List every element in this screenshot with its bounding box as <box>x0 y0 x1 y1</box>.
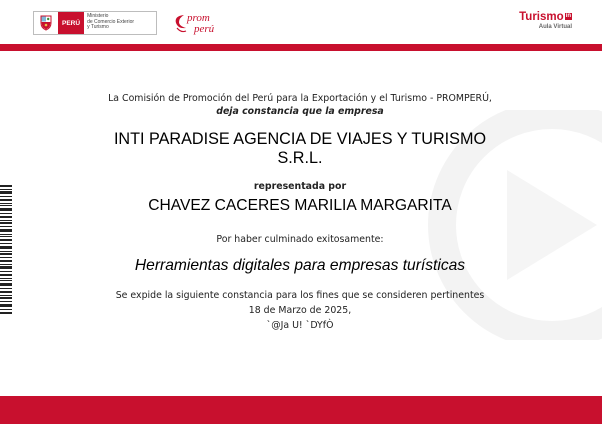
course-title: Herramientas digitales para empresas turísticas <box>134 257 466 274</box>
header-red-band <box>0 44 602 51</box>
barcode-icon <box>0 185 12 315</box>
company-name-line1: INTI PARADISE AGENCIA DE VIAJES Y TURISMO <box>113 130 487 148</box>
turismo-in-badge: in <box>565 13 571 19</box>
header <box>0 0 602 44</box>
promperu-text-top: prom <box>187 12 210 24</box>
completed-label: Por haber culminado exitosamente: <box>216 234 384 245</box>
ministry-logo <box>33 11 157 35</box>
certificate-body <box>40 92 560 332</box>
company-name-line2: S.R.L. <box>277 148 323 167</box>
issue-date: 18 de Marzo de 2025, <box>248 305 352 316</box>
coat-of-arms-icon <box>34 12 58 34</box>
promperu-text-bottom: perú <box>194 23 215 35</box>
footer-red-band <box>0 396 602 424</box>
promperu-swirl-icon <box>172 12 188 34</box>
representative-name: CHAVEZ CACERES MARILIA MARGARITA <box>148 197 452 214</box>
represented-by-label: representada por <box>253 181 347 192</box>
issue-place-garbled: `@Ja U! `DYfÒ <box>266 320 334 331</box>
turismo-brand: Turismo <box>519 11 564 23</box>
aula-virtual-label: Aula Virtual <box>538 24 572 30</box>
issuance-text: Se expide la siguiente constancia para los fines que se consideren pertinentes <box>115 290 485 301</box>
peru-label: PERÚ <box>58 12 84 34</box>
intro-text: La Comisión de Promoción del Perú para la Exportación y el Turismo - PROMPERÚ, <box>108 93 492 104</box>
turismo-aula-virtual-logo <box>504 11 572 35</box>
promperu-logo <box>172 10 232 36</box>
ministry-label: Ministerio de Comercio Exterior y Turismo <box>87 13 135 31</box>
intro-bold-text: deja constancia que la empresa <box>216 106 384 117</box>
